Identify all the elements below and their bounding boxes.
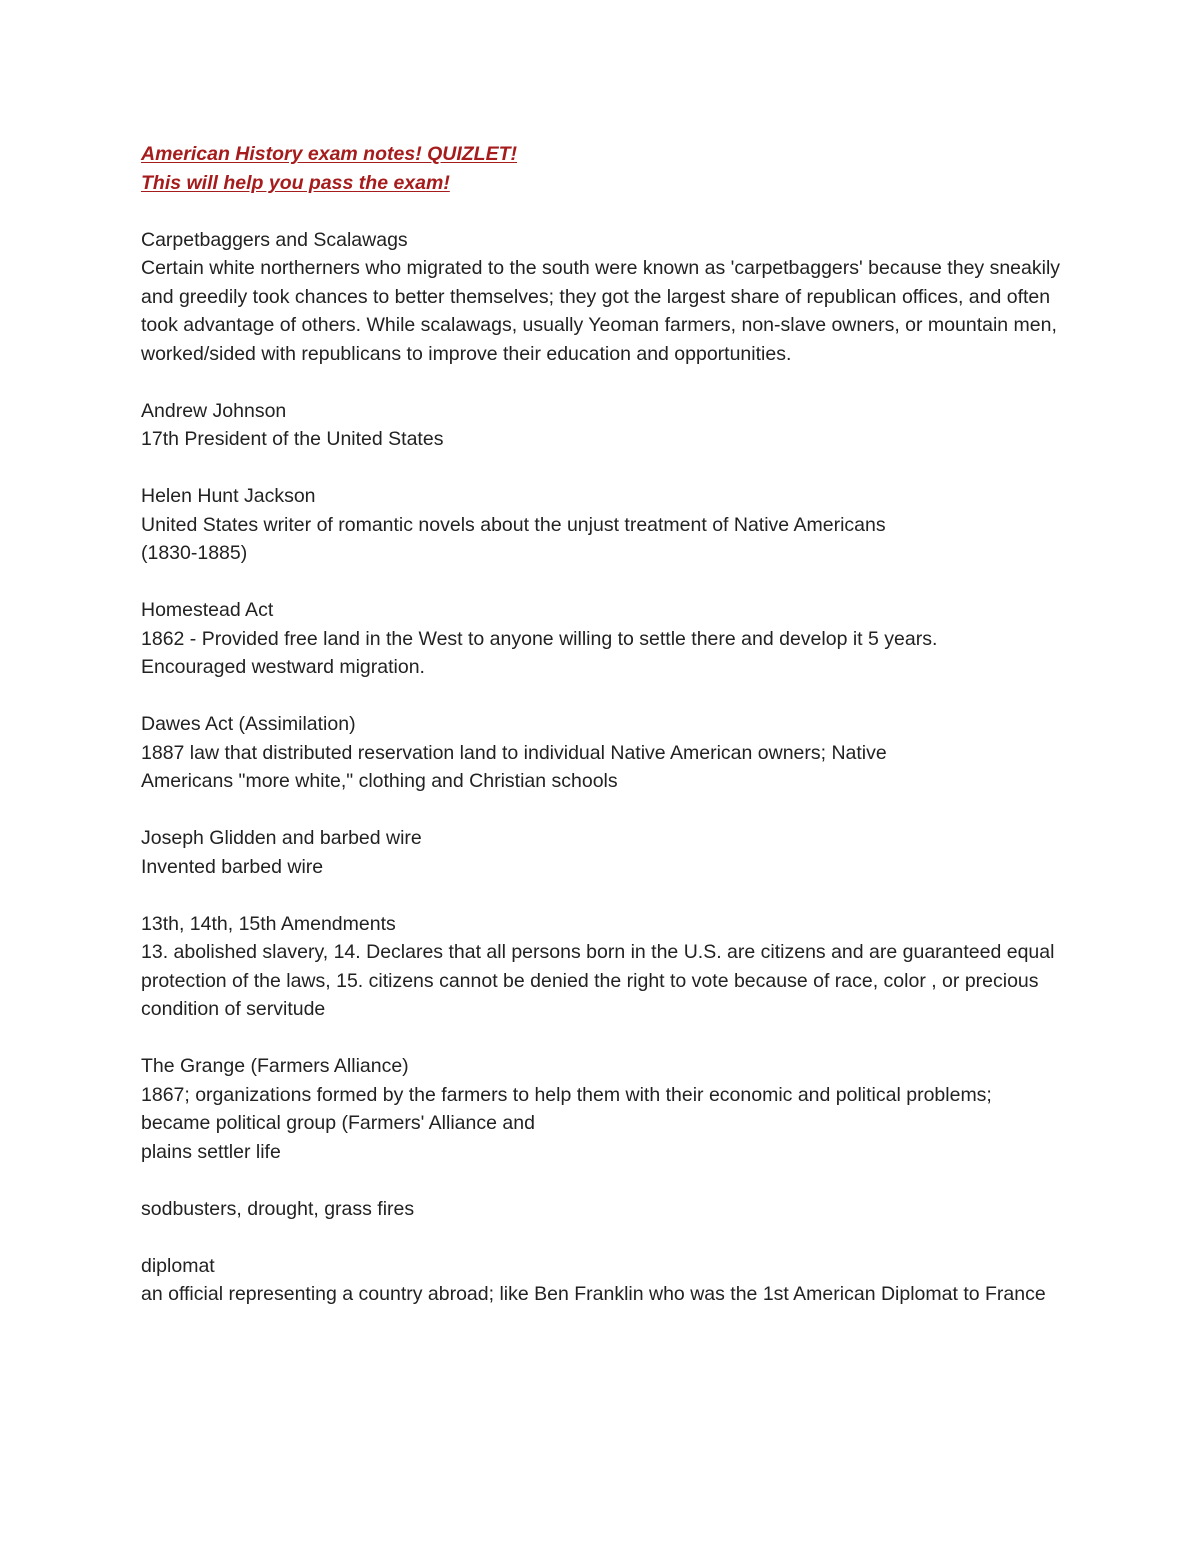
entry-term: sodbusters, drought, grass fires <box>141 1197 415 1220</box>
entry-definition: Invented barbed wire <box>141 855 324 878</box>
entry-term: Andrew Johnson <box>141 399 287 422</box>
entry-term: diplomat <box>141 1254 215 1277</box>
spacer <box>141 881 1066 910</box>
document-page <box>141 140 1066 1309</box>
spacer <box>141 454 1066 483</box>
document-title: American History exam notes! QUIZLET! <box>141 143 518 165</box>
entry-definition: 1862 - Provided free land in the West to anyone willing to settle there and develop it 5 years. Encouraged westward migration. <box>141 627 938 678</box>
entry-dawes-act <box>141 710 1066 796</box>
entry-term: Helen Hunt Jackson <box>141 485 316 507</box>
entry-the-grange <box>141 1052 1066 1166</box>
entry-joseph-glidden <box>141 824 1066 881</box>
spacer <box>141 1223 1066 1252</box>
entry-term: Carpetbaggers and Scalawags <box>141 228 408 251</box>
spacer <box>141 796 1066 825</box>
entry-definition: 1867; organizations formed by the farmers to help them with their economic and political problems; became political group (Farmers' Alliance and plains settler life <box>141 1083 992 1163</box>
spacer <box>141 197 1066 226</box>
entry-sodbusters <box>141 1195 1066 1224</box>
entry-diplomat <box>141 1252 1066 1309</box>
spacer <box>141 1024 1066 1053</box>
entry-definition: 13. abolished slavery, 14. Declares that all persons born in the U.S. are citizens and are guaranteed equal protection of the laws, 15. citizens cannot be denied the right to vote because of race, color , or precious condition of servitude <box>141 941 1055 1020</box>
document-subtitle: This will help you pass the exam! <box>141 171 450 194</box>
entry-term: Joseph Glidden and barbed wire <box>141 827 422 849</box>
entry-helen-hunt-jackson <box>141 482 1066 568</box>
entry-term: Dawes Act (Assimilation) <box>141 713 356 735</box>
entry-definition: United States writer of romantic novels about the unjust treatment of Native Americans (1830-1885) <box>141 513 886 564</box>
entry-definition: 1887 law that distributed reservation land to individual Native American owners; Native Americans "more white," clothing and Christian schools <box>141 741 887 792</box>
entry-amendments <box>141 910 1066 1024</box>
entry-definition: 17th President of the United States <box>141 428 444 450</box>
spacer <box>141 682 1066 711</box>
entry-andrew-johnson <box>141 397 1066 454</box>
spacer <box>141 568 1066 597</box>
spacer <box>141 368 1066 397</box>
entry-term: 13th, 14th, 15th Amendments <box>141 912 396 935</box>
entry-carpetbaggers <box>141 226 1066 369</box>
spacer <box>141 1166 1066 1195</box>
entry-term: The Grange (Farmers Alliance) <box>141 1055 409 1077</box>
entry-definition: Certain white northerners who migrated to the south were known as 'carpetbaggers' because they sneakily and greedily took chances to better themselves; they got the largest share of republican offices, and often took advantage of others. While scalawags, usually Yeoman farmers, non-slave owners, or mountain men, worked/sided with republicans to improve their education and opportunities. <box>141 257 1061 365</box>
entry-homestead-act <box>141 596 1066 682</box>
entry-definition: an official representing a country abroad; like Ben Franklin who was the 1st American Diplomat to France <box>141 1283 1046 1305</box>
entry-term: Homestead Act <box>141 599 274 621</box>
